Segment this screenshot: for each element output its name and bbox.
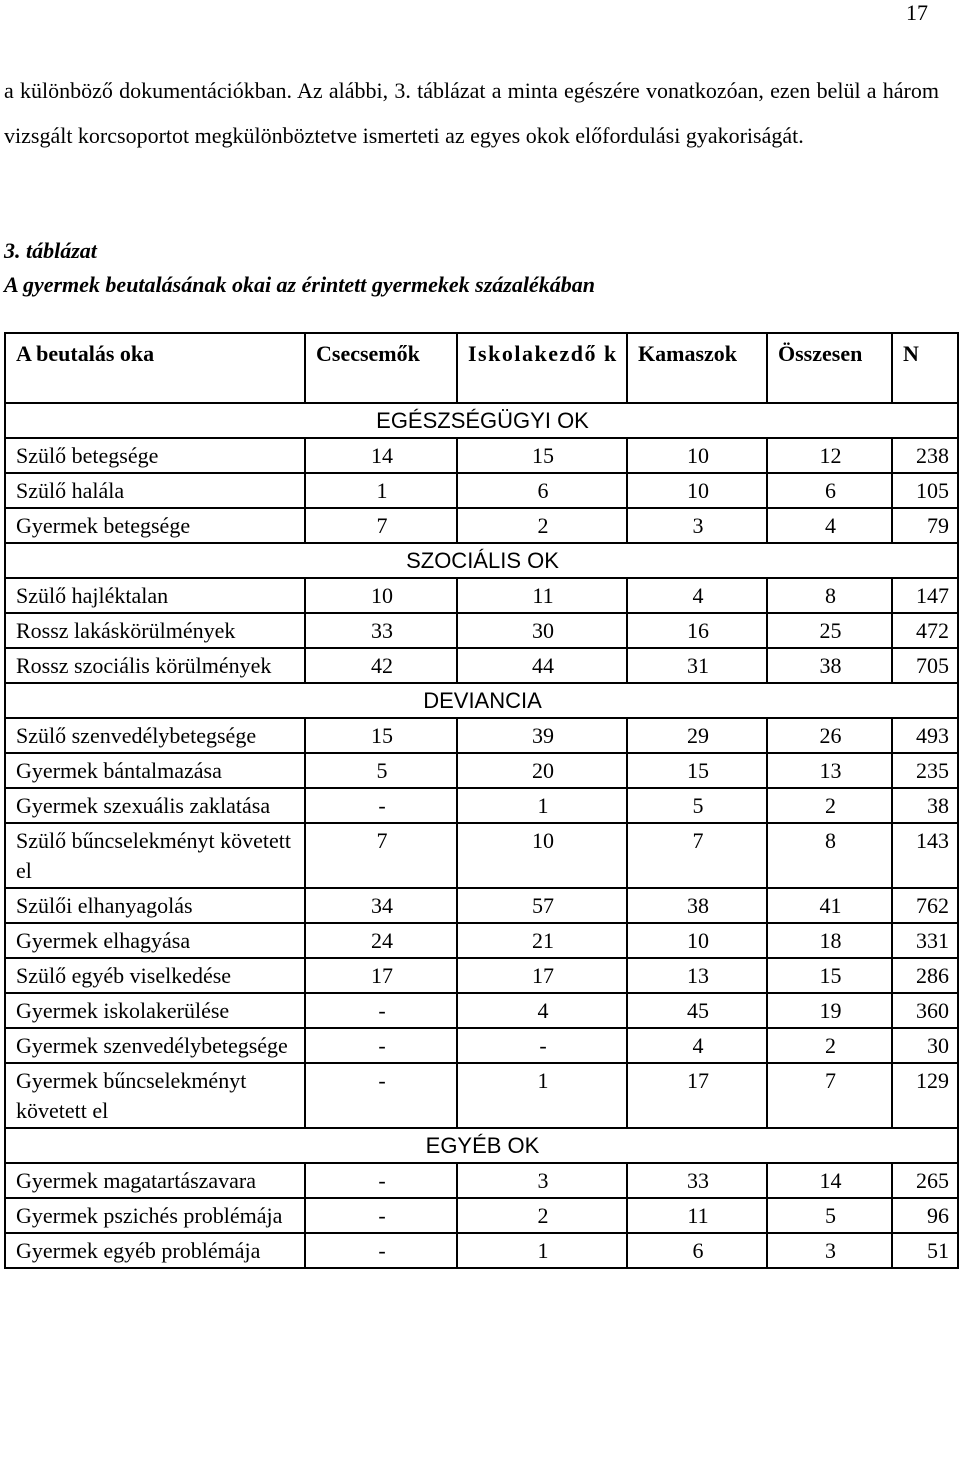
cell-value: 235 bbox=[892, 753, 958, 788]
cell-value: 3 bbox=[627, 508, 767, 543]
table-row bbox=[5, 578, 958, 613]
cell-value: 14 bbox=[305, 438, 457, 473]
cell-value: - bbox=[305, 1198, 457, 1233]
cell-value: 14 bbox=[767, 1163, 892, 1198]
row-label: Gyermek bűncselekményt követett el bbox=[5, 1063, 305, 1128]
cell-value: 12 bbox=[767, 438, 892, 473]
table-row bbox=[5, 888, 958, 923]
cell-value: 15 bbox=[627, 753, 767, 788]
cell-value: 33 bbox=[305, 613, 457, 648]
header-total: Összesen bbox=[767, 333, 892, 403]
section-title: EGYÉB OK bbox=[5, 1128, 958, 1163]
row-label: Szülő bűncselekményt követett el bbox=[5, 823, 305, 888]
cell-value: 15 bbox=[767, 958, 892, 993]
cell-value: 1 bbox=[305, 473, 457, 508]
cell-value: 13 bbox=[627, 958, 767, 993]
cell-value: 265 bbox=[892, 1163, 958, 1198]
table-row bbox=[5, 718, 958, 753]
cell-value: 7 bbox=[305, 508, 457, 543]
cell-value: 17 bbox=[305, 958, 457, 993]
cell-value: - bbox=[305, 1028, 457, 1063]
cell-value: 25 bbox=[767, 613, 892, 648]
row-label: Szülő halála bbox=[5, 473, 305, 508]
section-title: SZOCIÁLIS OK bbox=[5, 543, 958, 578]
cell-value: - bbox=[305, 1233, 457, 1268]
cell-value: 10 bbox=[457, 823, 627, 888]
table-row bbox=[5, 993, 958, 1028]
row-label: Gyermek elhagyása bbox=[5, 923, 305, 958]
row-label: Szülői elhanyagolás bbox=[5, 888, 305, 923]
table-body bbox=[5, 403, 958, 1268]
cell-value: 3 bbox=[767, 1233, 892, 1268]
table-row bbox=[5, 473, 958, 508]
row-label: Szülő hajléktalan bbox=[5, 578, 305, 613]
header-reason: A beutalás oka bbox=[5, 333, 305, 403]
table-row bbox=[5, 958, 958, 993]
cell-value: 11 bbox=[627, 1198, 767, 1233]
cell-value: 1 bbox=[457, 1233, 627, 1268]
row-label: Gyermek iskolakerülése bbox=[5, 993, 305, 1028]
table-row bbox=[5, 1198, 958, 1233]
cell-value: 17 bbox=[457, 958, 627, 993]
table-row bbox=[5, 613, 958, 648]
row-label: Gyermek bántalmazása bbox=[5, 753, 305, 788]
cell-value: 7 bbox=[305, 823, 457, 888]
header-school-starters: Iskolakezdő k bbox=[457, 333, 627, 403]
cell-value: 39 bbox=[457, 718, 627, 753]
cell-value: 15 bbox=[457, 438, 627, 473]
row-label: Gyermek betegsége bbox=[5, 508, 305, 543]
cell-value: 79 bbox=[892, 508, 958, 543]
cell-value: 2 bbox=[767, 788, 892, 823]
cell-value: 31 bbox=[627, 648, 767, 683]
cell-value: 147 bbox=[892, 578, 958, 613]
cell-value: 34 bbox=[305, 888, 457, 923]
table-row bbox=[5, 923, 958, 958]
cell-value: 360 bbox=[892, 993, 958, 1028]
cell-value: 38 bbox=[892, 788, 958, 823]
cell-value: 472 bbox=[892, 613, 958, 648]
cell-value: 238 bbox=[892, 438, 958, 473]
table-row bbox=[5, 823, 958, 888]
section-row bbox=[5, 403, 958, 438]
cell-value: 24 bbox=[305, 923, 457, 958]
cell-value: 4 bbox=[767, 508, 892, 543]
table-row bbox=[5, 438, 958, 473]
cell-value: 7 bbox=[627, 823, 767, 888]
cell-value: 15 bbox=[305, 718, 457, 753]
cell-value: 30 bbox=[457, 613, 627, 648]
header-n: N bbox=[892, 333, 958, 403]
row-label: Rossz szociális körülmények bbox=[5, 648, 305, 683]
cell-value: 10 bbox=[305, 578, 457, 613]
cell-value: 5 bbox=[305, 753, 457, 788]
table-row bbox=[5, 1063, 958, 1128]
cell-value: 13 bbox=[767, 753, 892, 788]
cell-value: 6 bbox=[767, 473, 892, 508]
cell-value: 38 bbox=[627, 888, 767, 923]
cell-value: 96 bbox=[892, 1198, 958, 1233]
cell-value: 6 bbox=[457, 473, 627, 508]
cell-value: 7 bbox=[767, 1063, 892, 1128]
row-label: Rossz lakáskörülmények bbox=[5, 613, 305, 648]
cell-value: 705 bbox=[892, 648, 958, 683]
row-label: Szülő szenvedélybetegsége bbox=[5, 718, 305, 753]
section-title: EGÉSZSÉGÜGYI OK bbox=[5, 403, 958, 438]
cell-value: 45 bbox=[627, 993, 767, 1028]
table-row bbox=[5, 1028, 958, 1063]
table-row bbox=[5, 1163, 958, 1198]
cell-value: 4 bbox=[627, 1028, 767, 1063]
cell-value: - bbox=[305, 788, 457, 823]
cell-value: 8 bbox=[767, 578, 892, 613]
cell-value: 17 bbox=[627, 1063, 767, 1128]
cell-value: 143 bbox=[892, 823, 958, 888]
cell-value: 11 bbox=[457, 578, 627, 613]
cell-value: 38 bbox=[767, 648, 892, 683]
row-label: Gyermek magatartászavara bbox=[5, 1163, 305, 1198]
cell-value: 41 bbox=[767, 888, 892, 923]
cell-value: - bbox=[457, 1028, 627, 1063]
section-row bbox=[5, 543, 958, 578]
cell-value: 129 bbox=[892, 1063, 958, 1128]
cell-value: 44 bbox=[457, 648, 627, 683]
cell-value: 26 bbox=[767, 718, 892, 753]
cell-value: 2 bbox=[767, 1028, 892, 1063]
section-row bbox=[5, 683, 958, 718]
row-label: Gyermek pszichés problémája bbox=[5, 1198, 305, 1233]
cell-value: 2 bbox=[457, 1198, 627, 1233]
cell-value: - bbox=[305, 993, 457, 1028]
cell-value: 2 bbox=[457, 508, 627, 543]
cell-value: 57 bbox=[457, 888, 627, 923]
cell-value: 10 bbox=[627, 473, 767, 508]
cell-value: - bbox=[305, 1063, 457, 1128]
table-row bbox=[5, 788, 958, 823]
cell-value: 4 bbox=[457, 993, 627, 1028]
cell-value: 105 bbox=[892, 473, 958, 508]
cell-value: 51 bbox=[892, 1233, 958, 1268]
row-label: Gyermek szenvedélybetegsége bbox=[5, 1028, 305, 1063]
cell-value: 42 bbox=[305, 648, 457, 683]
referral-reasons-table bbox=[4, 332, 959, 1269]
cell-value: 5 bbox=[767, 1198, 892, 1233]
cell-value: 6 bbox=[627, 1233, 767, 1268]
cell-value: 30 bbox=[892, 1028, 958, 1063]
table-row bbox=[5, 753, 958, 788]
page-number: 17 bbox=[906, 0, 928, 25]
section-row bbox=[5, 1128, 958, 1163]
row-label: Gyermek szexuális zaklatása bbox=[5, 788, 305, 823]
section-title: DEVIANCIA bbox=[5, 683, 958, 718]
cell-value: 4 bbox=[627, 578, 767, 613]
cell-value: 19 bbox=[767, 993, 892, 1028]
cell-value: 762 bbox=[892, 888, 958, 923]
cell-value: 21 bbox=[457, 923, 627, 958]
header-infants: Csecsemők bbox=[305, 333, 457, 403]
header-teenagers: Kamaszok bbox=[627, 333, 767, 403]
cell-value: - bbox=[305, 1163, 457, 1198]
cell-value: 10 bbox=[627, 438, 767, 473]
row-label: Gyermek egyéb problémája bbox=[5, 1233, 305, 1268]
cell-value: 1 bbox=[457, 1063, 627, 1128]
table-row bbox=[5, 508, 958, 543]
cell-value: 16 bbox=[627, 613, 767, 648]
cell-value: 10 bbox=[627, 923, 767, 958]
cell-value: 5 bbox=[627, 788, 767, 823]
table-header-row bbox=[5, 333, 958, 403]
cell-value: 3 bbox=[457, 1163, 627, 1198]
cell-value: 33 bbox=[627, 1163, 767, 1198]
table-caption-number: 3. táblázat bbox=[4, 238, 97, 263]
cell-value: 18 bbox=[767, 923, 892, 958]
cell-value: 29 bbox=[627, 718, 767, 753]
table-caption-title: A gyermek beutalásának okai az érintett gyermekek százalékában bbox=[4, 272, 595, 297]
table-row bbox=[5, 648, 958, 683]
cell-value: 331 bbox=[892, 923, 958, 958]
cell-value: 493 bbox=[892, 718, 958, 753]
table-row bbox=[5, 1233, 958, 1268]
cell-value: 1 bbox=[457, 788, 627, 823]
intro-paragraph: a különböző dokumentációkban. Az alábbi, 3. táblázat a minta egészére vonatkozóan, ezen belül a három vizsgált korcsoportot megkülönböztetve ismerteti az egyes okok előfordulási gyakoriságát. bbox=[4, 78, 939, 148]
row-label: Szülő egyéb viselkedése bbox=[5, 958, 305, 993]
cell-value: 8 bbox=[767, 823, 892, 888]
cell-value: 20 bbox=[457, 753, 627, 788]
cell-value: 286 bbox=[892, 958, 958, 993]
row-label: Szülő betegsége bbox=[5, 438, 305, 473]
